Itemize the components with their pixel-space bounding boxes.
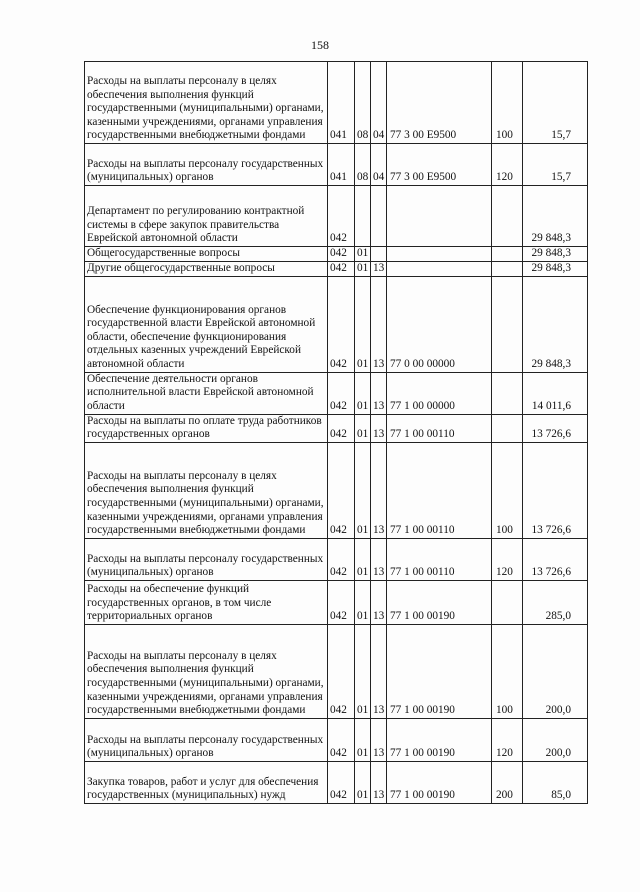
- cell-subsection-code: [371, 247, 387, 262]
- cell-target-article: 77 1 00 00190: [387, 624, 492, 718]
- table-row: [85, 761, 588, 803]
- cell-amount: 29 848,3: [523, 186, 588, 247]
- cell-target-article: 77 1 00 00190: [387, 761, 492, 803]
- table-row: [85, 144, 588, 186]
- cell-ministry-code: 042: [328, 718, 355, 761]
- cell-amount: 13 726,6: [523, 538, 588, 580]
- cell-section-code: 08: [355, 144, 371, 186]
- row-name: Расходы на выплаты персоналу государственных (муниципальных) органов: [85, 538, 328, 580]
- cell-amount: 14 011,6: [523, 372, 588, 414]
- cell-ministry-code: 042: [328, 262, 355, 277]
- table-row: [85, 718, 588, 761]
- cell-expense-type: [492, 186, 523, 247]
- cell-amount: 29 848,3: [523, 262, 588, 277]
- row-name: Общегосударственные вопросы: [85, 247, 328, 262]
- cell-section-code: 01: [355, 442, 371, 538]
- cell-target-article: 77 1 00 00190: [387, 580, 492, 624]
- cell-target-article: 77 1 00 00110: [387, 442, 492, 538]
- cell-ministry-code: 042: [328, 186, 355, 247]
- row-name: Обеспечение деятельности органов исполнительной власти Еврейской автономной области: [85, 372, 328, 414]
- row-name: Другие общегосударственные вопросы: [85, 262, 328, 277]
- row-name: Расходы на выплаты персоналу государственных (муниципальных) органов: [85, 718, 328, 761]
- cell-ministry-code: 042: [328, 372, 355, 414]
- table-row: [85, 186, 588, 247]
- cell-expense-type: [492, 276, 523, 372]
- cell-ministry-code: 041: [328, 62, 355, 144]
- row-name: Расходы на выплаты персоналу в целях обеспечения выполнения функций государственными (муниципальными) органами, казенными учреждениями, органами управления государственными внебюджетными фондами: [85, 624, 328, 718]
- cell-target-article: [387, 262, 492, 277]
- table-row: [85, 414, 588, 442]
- cell-expense-type: 100: [492, 624, 523, 718]
- cell-target-article: 77 1 00 00000: [387, 372, 492, 414]
- cell-subsection-code: 13: [371, 624, 387, 718]
- cell-expense-type: [492, 414, 523, 442]
- cell-amount: 285,0: [523, 580, 588, 624]
- cell-ministry-code: 042: [328, 538, 355, 580]
- cell-target-article: 77 0 00 00000: [387, 276, 492, 372]
- cell-amount: 200,0: [523, 718, 588, 761]
- cell-target-article: [387, 186, 492, 247]
- cell-ministry-code: 042: [328, 761, 355, 803]
- cell-amount: 29 848,3: [523, 247, 588, 262]
- cell-subsection-code: 13: [371, 538, 387, 580]
- cell-section-code: 01: [355, 414, 371, 442]
- cell-section-code: 01: [355, 276, 371, 372]
- cell-expense-type: 120: [492, 144, 523, 186]
- cell-subsection-code: 13: [371, 262, 387, 277]
- cell-expense-type: 120: [492, 538, 523, 580]
- cell-ministry-code: 042: [328, 580, 355, 624]
- table-row: [85, 624, 588, 718]
- cell-ministry-code: 042: [328, 414, 355, 442]
- cell-expense-type: 100: [492, 442, 523, 538]
- cell-section-code: 01: [355, 761, 371, 803]
- cell-target-article: 77 3 00 E9500: [387, 144, 492, 186]
- cell-amount: 15,7: [523, 144, 588, 186]
- cell-ministry-code: 041: [328, 144, 355, 186]
- cell-section-code: 01: [355, 718, 371, 761]
- cell-subsection-code: 13: [371, 414, 387, 442]
- cell-ministry-code: 042: [328, 247, 355, 262]
- cell-target-article: 77 3 00 E9500: [387, 62, 492, 144]
- budget-table: [84, 61, 588, 804]
- cell-amount: 85,0: [523, 761, 588, 803]
- cell-section-code: 01: [355, 624, 371, 718]
- cell-subsection-code: 04: [371, 62, 387, 144]
- page-number: 158: [311, 38, 329, 52]
- cell-section-code: 08: [355, 62, 371, 144]
- cell-ministry-code: 042: [328, 442, 355, 538]
- cell-subsection-code: 13: [371, 580, 387, 624]
- cell-target-article: 77 1 00 00110: [387, 414, 492, 442]
- cell-section-code: 01: [355, 262, 371, 277]
- cell-subsection-code: 04: [371, 144, 387, 186]
- table-row: [85, 538, 588, 580]
- cell-section-code: 01: [355, 538, 371, 580]
- cell-target-article: [387, 247, 492, 262]
- cell-subsection-code: 13: [371, 372, 387, 414]
- cell-section-code: 01: [355, 580, 371, 624]
- cell-target-article: 77 1 00 00190: [387, 718, 492, 761]
- cell-section-code: 01: [355, 247, 371, 262]
- cell-subsection-code: 13: [371, 718, 387, 761]
- cell-expense-type: [492, 262, 523, 277]
- row-name: Департамент по регулированию контрактной системы в сфере закупок правительства Еврейской автономной области: [85, 186, 328, 247]
- row-name: Расходы на обеспечение функций государственных органов, в том числе территориальных органов: [85, 580, 328, 624]
- cell-target-article: 77 1 00 00110: [387, 538, 492, 580]
- cell-expense-type: [492, 247, 523, 262]
- cell-amount: 13 726,6: [523, 414, 588, 442]
- table-row: [85, 276, 588, 372]
- cell-amount: 15,7: [523, 62, 588, 144]
- table-row: [85, 372, 588, 414]
- table-row: [85, 62, 588, 144]
- cell-expense-type: [492, 372, 523, 414]
- row-name: Закупка товаров, работ и услуг для обеспечения государственных (муниципальных) нужд: [85, 761, 328, 803]
- table-row: [85, 262, 588, 277]
- cell-ministry-code: 042: [328, 276, 355, 372]
- cell-expense-type: 200: [492, 761, 523, 803]
- row-name: Расходы на выплаты персоналу государственных (муниципальных) органов: [85, 144, 328, 186]
- cell-subsection-code: 13: [371, 761, 387, 803]
- cell-subsection-code: 13: [371, 276, 387, 372]
- table-body: [85, 62, 588, 804]
- row-name: Расходы на выплаты по оплате труда работников государственных органов: [85, 414, 328, 442]
- table-row: [85, 580, 588, 624]
- row-name: Расходы на выплаты персоналу в целях обеспечения выполнения функций государственными (муниципальными) органами, казенными учреждениями, органами управления государственными внебюджетными фондами: [85, 442, 328, 538]
- row-name: Обеспечение функционирования органов государственной власти Еврейской автономной области, обеспечение функционирования отдельных казенных учреждений Еврейской автономной области: [85, 276, 328, 372]
- cell-expense-type: [492, 580, 523, 624]
- cell-section-code: [355, 186, 371, 247]
- row-name: Расходы на выплаты персоналу в целях обеспечения выполнения функций государственными (муниципальными) органами, казенными учреждениями, органами управления государственными внебюджетными фондами: [85, 62, 328, 144]
- cell-amount: 29 848,3: [523, 276, 588, 372]
- cell-amount: 200,0: [523, 624, 588, 718]
- cell-section-code: 01: [355, 372, 371, 414]
- cell-subsection-code: 13: [371, 442, 387, 538]
- cell-expense-type: 100: [492, 62, 523, 144]
- cell-ministry-code: 042: [328, 624, 355, 718]
- cell-subsection-code: [371, 186, 387, 247]
- table-row: [85, 247, 588, 262]
- cell-amount: 13 726,6: [523, 442, 588, 538]
- cell-expense-type: 120: [492, 718, 523, 761]
- table-row: [85, 442, 588, 538]
